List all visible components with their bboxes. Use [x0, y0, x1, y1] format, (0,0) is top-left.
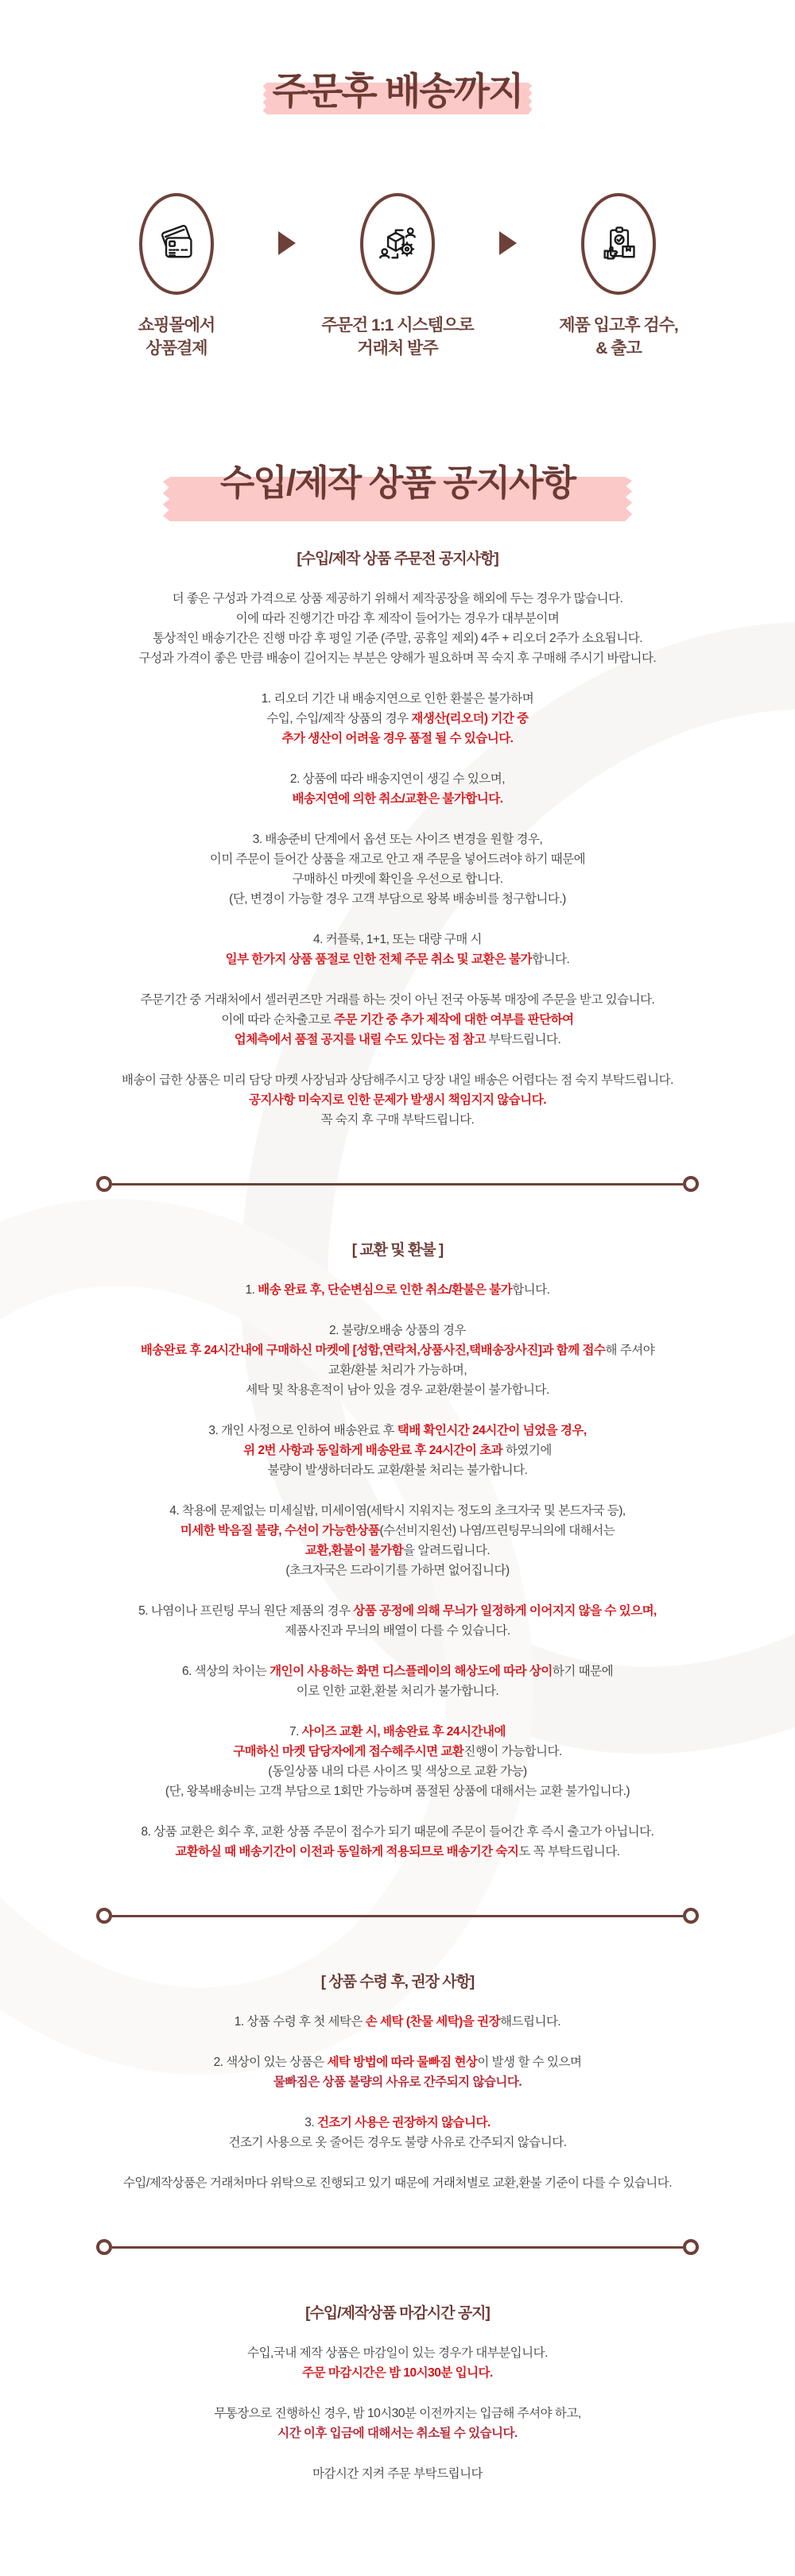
notice-paragraph: 주문기간 중 거래처에서 셀러퀸즈만 거래를 하는 것이 아닌 전국 아동복 매장에 주문을 받고 있습니다. 이에 따라 순차출고로 주문 기간 중 추가 제작에 대한 여부를 판단하여 업체측에서 품절 공지를 내릴 수도 있다는 점 참고 부탁드립니다.: [140, 993, 655, 1046]
divider-line: [112, 1915, 683, 1917]
notice-paragraph: 5. 나염이나 프린팅 무늬 원단 제품의 경우 상품 공정에 의해 무늬가 일정하게 이어지지 않을 수 있으며, 제품사진과 무늬의 배열이 다를 수 있습니다.: [138, 1604, 657, 1638]
section-heading: [수입/제작 상품 주문전 공지사항]: [297, 551, 498, 567]
step-caption: [81, 314, 272, 360]
page-title-text: 주문후 배송까지: [272, 70, 523, 112]
notice-paragraph: 1. 상품 수령 후 첫 세탁은 손 세탁 (찬물 세탁)을 권장해드립니다.: [234, 2015, 561, 2029]
process-step-payment: [81, 193, 272, 360]
step-caption: [523, 314, 714, 360]
step-caption-line1: 쇼핑몰에서: [138, 316, 215, 335]
notice-paragraph: 1. 리오더 기간 내 배송지연으로 인한 환불은 불가하며 수입, 수입/제작 상품의 경우 재생산(리오더) 기간 중 추가 생산이 어려울 경우 품절 될 수 있습니다.: [261, 692, 534, 745]
notice-title: [0, 454, 795, 505]
notice-paragraph: 3. 건조기 사용은 권장하지 않습니다. 건조기 사용으로 옷 줄어든 경우도 불량 사유로 간주되지 않습니다.: [228, 2116, 567, 2149]
page-title: [0, 0, 795, 115]
section-deadline: [0, 2301, 795, 2484]
step-caption-line2: 거래처 발주: [357, 339, 438, 358]
notice-paragraph: 더 좋은 구성과 가격으로 상품 제공하기 위해서 제작공장을 해외에 두는 경우가 많습니다. 이에 따라 진행기간 마감 후 제작이 들어가는 경우가 대부분이며 통상적인 배송기간은 진행 마감 후 평일 기준 (주말, 공휴일 제외) 4주 + 리오더 2주가 소요됩니다. 구성과 가격이 좋은 만큼 배송이 길어지는 부분은 양해가 필요하며 꼭 숙지 후 구매해 주시기 바랍니다.: [138, 592, 657, 665]
step-caption: [302, 314, 493, 360]
divider-line: [112, 2246, 683, 2249]
step-circle: [139, 193, 214, 295]
notice-paragraph: 1. 배송 완료 후, 단순변심으로 인한 취소/환불은 불가합니다.: [245, 1283, 550, 1297]
notice-paragraph: 배송이 급한 상품은 미리 담당 마켓 사장님과 상담해주시고 당장 내일 배송은 어렵다는 점 숙지 부탁드립니다. 공지사항 미숙지로 인한 문제가 발생시 책임지지 않습니다. 꼭 숙지 후 구매 부탁드립니다.: [122, 1073, 673, 1127]
notice-paragraph: 4. 착용에 문제없는 미세실밥, 미세이염(세탁시 지워지는 정도의 초크자국 및 본드자국 등), 미세한 박음질 불량, 수선이 가능한상품(수선비지원선) 나염/프린팅무늬의에 대해서는 교환,환불이 불가함을 알려드립니다. (초크자국은 드라이기를 가하면 없어집니다): [169, 1504, 626, 1577]
section-heading: [ 상품 수령 후, 권장 사항]: [320, 1974, 475, 1990]
order-process-steps: [0, 193, 795, 360]
divider-line: [112, 1183, 683, 1186]
notice-paragraph: 7. 사이즈 교환 시, 배송완료 후 24시간내에 구매하신 마켓 담당자에게 접수해주시면 교환진행이 가능합니다. (동일상품 내의 다른 사이즈 및 색상으로 교환 가능) (단, 왕복배송비는 고객 부담으로 1회만 가능하며 품절된 상품에 대해서는 교환 불가입니다.): [165, 1725, 630, 1798]
notice-paragraph: 6. 색상의 차이는 개인이 사용하는 화면 디스플레이의 해상도에 따라 상이하기 때문에 이로 인한 교환,환불 처리가 불가합니다.: [181, 1665, 614, 1698]
notice-paragraph: 3. 개인 사정으로 인하여 배송완료 후 택배 확인시간 24시간이 넘었을 경우, 위 2번 사항과 동일하게 배송완료 후 24시간이 초과 하였기에 불량이 발생하더라도 교환/환불 처리는 불가합니다.: [208, 1424, 587, 1477]
payment-card-icon: [156, 223, 197, 265]
notice-paragraph: 2. 불량/오배송 상품의 경우 배송완료 후 24시간내에 구매하신 마켓에 [성함,연락처,상품사진,택배송장사진]과 함께 접수해 주셔야 교환/환불 처리가 가능하며, 세탁 및 착용흔적이 남아 있을 경우 교환/환불이 불가합니다.: [140, 1324, 655, 1397]
arrow-right-icon: [278, 231, 296, 255]
section-heading: [ 교환 및 환불 ]: [351, 1242, 444, 1259]
process-step-inspection: [523, 193, 714, 360]
notice-sections: [0, 547, 795, 2484]
notice-paragraph: 수입,국내 제작 상품은 마감일이 있는 경우가 대부분입니다. 주문 마감시간은 밤 10시30분 입니다.: [247, 2346, 548, 2380]
arrow-right-icon: [499, 231, 517, 255]
inspection-shipping-icon: [598, 223, 639, 265]
section-divider: [96, 2239, 699, 2255]
notice-paragraph: 수입/제작상품은 거래처마다 위탁으로 진행되고 있기 때문에 거래처별로 교환,환불 기준이 다를 수 있습니다.: [122, 2176, 673, 2190]
divider-ring-icon: [96, 2239, 112, 2255]
divider-ring-icon: [96, 1908, 112, 1924]
notice-paragraph: 8. 상품 교환은 회수 후, 교환 상품 주문이 접수가 되기 때문에 주문이 들어간 후 즉시 출고가 아닙니다. 교환하실 때 배송기간이 이전과 동일하게 적용되므로 배송기간 숙지도 꼭 부탁드립니다.: [141, 1825, 654, 1859]
notice-title-text: 수입/제작 상품 공지사항: [219, 462, 576, 503]
notice-paragraph: 3. 배송준비 단계에서 옵션 또는 사이즈 변경을 원할 경우, 이미 주문이 들어간 상품을 재고로 안고 재 주문을 넣어드려야 하기 때문에 구매하신 마켓에 확인을 우선으로 합니다. (단, 변경이 가능할 경우 고객 부담으로 왕복 배송비를 청구합니다.): [209, 833, 586, 906]
notice-paragraph: 2. 상품에 따라 배송지연이 생길 수 있으며, 배송지연에 의한 취소/교환은 불가합니다.: [289, 772, 506, 806]
notice-paragraph: 4. 커플룩, 1+1, 또는 대량 구매 시 일부 한가지 상품 품절로 인한 전체 주문 취소 및 교환은 불가합니다.: [225, 933, 570, 966]
divider-ring-icon: [683, 1176, 699, 1192]
step-caption-line1: 주문건 1:1 시스템으로: [321, 316, 474, 335]
section-heading: [수입/제작상품 마감시간 공지]: [305, 2305, 490, 2322]
notice-paragraph: 마감시간 지켜 주문 부탁드립니다: [312, 2467, 483, 2481]
order-system-icon: [377, 223, 418, 265]
divider-ring-icon: [683, 2239, 699, 2255]
divider-ring-icon: [683, 1908, 699, 1924]
section-exchange-refund: [0, 1238, 795, 1862]
divider-ring-icon: [96, 1176, 112, 1192]
notice-paragraph: 무통장으로 진행하신 경우, 밤 10시30분 이전까지는 입금해 주셔야 하고, 시간 이후 입금에 대해서는 취소될 수 있습니다.: [214, 2407, 581, 2440]
step-circle: [581, 193, 656, 295]
process-step-order-system: [302, 193, 493, 360]
step-caption-line2: & 출고: [595, 339, 642, 358]
step-caption-line1: 제품 입고후 검수,: [559, 316, 678, 335]
section-pre-order: [0, 547, 795, 1130]
notice-paragraph: 2. 색상이 있는 상품은 세탁 방법에 따라 물빠짐 현상이 발생 할 수 있으며 물빠짐은 상품 불량의 사유로 간주되지 않습니다.: [213, 2056, 582, 2089]
bottom-spacer: [0, 2504, 795, 2576]
step-circle: [360, 193, 435, 295]
section-after-receipt: [0, 1970, 795, 2193]
section-divider: [96, 1176, 699, 1192]
step-caption-line2: 상품결제: [145, 339, 207, 358]
section-divider: [96, 1908, 699, 1924]
